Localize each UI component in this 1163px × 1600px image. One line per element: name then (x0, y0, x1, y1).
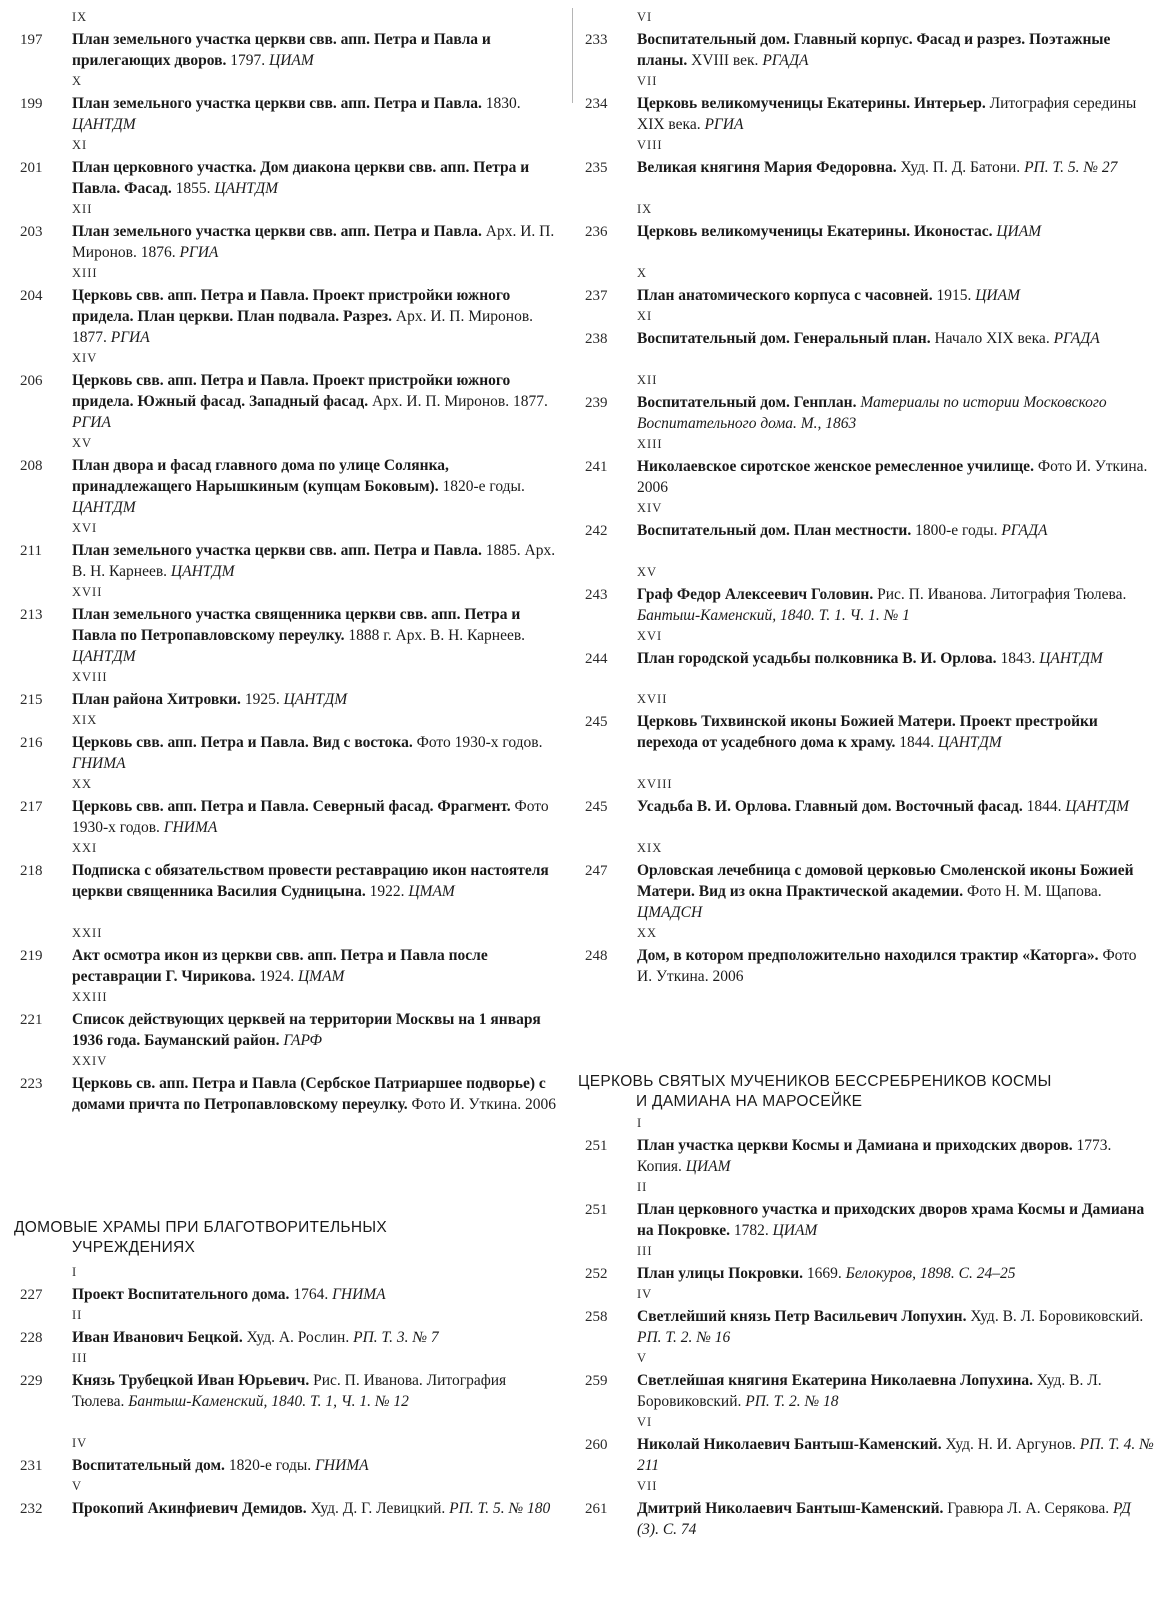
page-number: 251 (585, 1202, 608, 1218)
page-number: 261 (585, 1501, 608, 1517)
page-number: 235 (585, 160, 608, 176)
caption-text: План анатомического корпуса с часовней. 1915. ЦИАМ (637, 287, 1021, 304)
page-number: 213 (20, 607, 43, 623)
roman-numeral: III (637, 1244, 653, 1258)
roman-numeral: I (72, 1265, 78, 1279)
caption-text: Николаевское сиротское женское ремесленное училище. Фото И. Уткина. 2006 (637, 458, 1148, 496)
caption-text: Дом, в котором предположительно находился трактир «Каторга». Фото И. Уткина. 2006 (637, 947, 1137, 985)
caption-text: Великая княгиня Мария Федоровна. Худ. П. Д. Батони. РП. Т. 5. № 27 (637, 159, 1118, 176)
caption-text: Список действующих церквей на территории Москвы на 1 января 1936 года. Бауманский район. ГАРФ (72, 1011, 541, 1049)
page-number: 199 (20, 96, 43, 112)
page-number: 234 (585, 96, 608, 112)
caption-text: Воспитательный дом. Генплан. Материалы по истории Московского Воспитательного дома. М., 1863 (637, 394, 1107, 432)
page-number: 206 (20, 373, 43, 389)
caption-text: Церковь великомученицы Екатерины. Интерьер. Литография середины XIX века. РГИА (637, 95, 1137, 133)
roman-numeral: XI (637, 309, 653, 323)
caption-text: Князь Трубецкой Иван Юрьевич. Рис. П. Иванова. Литография Тюлева. Бантыш-Каменский, 1840. Т. 1, Ч. 1. № 12 (72, 1372, 507, 1410)
roman-numeral: XVIII (72, 670, 108, 684)
page-number: 217 (20, 799, 43, 815)
caption-text: Церковь свв. апп. Петра и Павла. Проект пристройки южного придела. Южный фасад. Западный фасад. Арх. И. П. Миронов. 1877. РГИА (72, 372, 548, 431)
caption-text: План земельного участка церкви свв. апп. Петра и Павла. 1830. ЦАНТДМ (72, 95, 521, 133)
roman-numeral: XVII (637, 692, 668, 706)
caption-text: План улицы Покровки. 1669. Белокуров, 1898. С. 24–25 (637, 1265, 1016, 1282)
roman-numeral: XVII (72, 585, 103, 599)
caption-text: План участка церкви Космы и Дамиана и приходских дворов. 1773. Копия. ЦИАМ (637, 1137, 1112, 1175)
page-number: 197 (20, 32, 43, 48)
roman-numeral: IV (637, 1287, 653, 1301)
roman-numeral: III (72, 1351, 88, 1365)
caption-text: Церковь св. апп. Петра и Павла (Сербское Патриаршее подворье) с домами причта по Петропавловскому переулку. Фото И. Уткина. 2006 (72, 1075, 556, 1113)
roman-numeral: VII (637, 1479, 658, 1493)
page-number: 245 (585, 799, 608, 815)
roman-numeral: I (637, 1116, 643, 1130)
column-divider (572, 8, 573, 103)
page-number: 260 (585, 1437, 608, 1453)
caption-text: Усадьба В. И. Орлова. Главный дом. Восточный фасад. 1844. ЦАНТДМ (637, 798, 1130, 815)
page-number: 248 (585, 948, 608, 964)
roman-numeral: II (637, 1180, 648, 1194)
page-number: 204 (20, 288, 43, 304)
caption-text: Прокопий Акинфиевич Демидов. Худ. Д. Г. Левицкий. РП. Т. 5. № 180 (72, 1500, 551, 1517)
roman-numeral: XIV (72, 351, 98, 365)
caption-text: Иван Иванович Бецкой. Худ. А. Рослин. РП. Т. 3. № 7 (72, 1329, 439, 1346)
caption-text: План городской усадьбы полковника В. И. Орлова. 1843. ЦАНТДМ (637, 650, 1103, 667)
roman-numeral: XVI (72, 521, 98, 535)
caption-text: Воспитательный дом. Генеральный план. Начало XIX века. РГАДА (637, 330, 1100, 347)
caption-text: Орловская лечебница с домовой церковью Смоленской иконы Божией Матери. Вид из окна Практической академии. Фото Н. М. Щапова. ЦМАДСН (637, 862, 1134, 921)
page-number: 218 (20, 863, 43, 879)
caption-text: Дмитрий Николаевич Бантыш-Каменский. Гравюра Л. А. Серякова. РД (3). С. 74 (637, 1500, 1131, 1538)
caption-text: Граф Федор Алексеевич Головин. Рис. П. Иванова. Литография Тюлева. Бантыш-Каменский, 1840. Т. 1. Ч. 1. № 1 (637, 586, 1127, 624)
caption-text: Акт осмотра икон из церкви свв. апп. Петра и Павла после реставрации Г. Чирикова. 1924. ЦМАМ (72, 947, 488, 985)
caption-text: Светлейший князь Петр Васильевич Лопухин. Худ. В. Л. Боровиковский. РП. Т. 2. № 16 (637, 1308, 1144, 1346)
page-number: 237 (585, 288, 608, 304)
roman-numeral: XVI (637, 629, 663, 643)
caption-text: Церковь великомученицы Екатерины. Иконостас. ЦИАМ (637, 223, 1042, 240)
roman-numeral: XI (72, 138, 88, 152)
section-title: ЦЕРКОВЬ СВЯТЫХ МУЧЕНИКОВ БЕССРЕБРЕНИКОВ КОСМЫ И ДАМИАНА НА МАРОСЕЙКЕ (578, 1073, 1052, 1110)
page-number: 259 (585, 1373, 608, 1389)
roman-numeral: XV (637, 565, 658, 579)
page-number: 228 (20, 1330, 43, 1346)
roman-numeral: VIII (637, 138, 663, 152)
caption-text: Светлейшая княгиня Екатерина Николаевна Лопухина. Худ. В. Л. Боровиковский. РП. Т. 2. № 18 (637, 1372, 1102, 1410)
roman-numeral: XIV (637, 501, 663, 515)
roman-numeral: XIX (72, 713, 98, 727)
roman-numeral: II (72, 1308, 83, 1322)
roman-numeral: XXIV (72, 1054, 108, 1068)
roman-numeral: XIII (72, 266, 98, 280)
roman-numeral: IX (637, 202, 653, 216)
roman-numeral: IV (72, 1436, 88, 1450)
roman-numeral: XIX (637, 841, 663, 855)
page-number: 201 (20, 160, 43, 176)
page-number: 251 (585, 1138, 608, 1154)
page-number: 231 (20, 1458, 43, 1474)
caption-text: Церковь свв. апп. Петра и Павла. Северный фасад. Фрагмент. Фото 1930-х годов. ГНИМА (72, 798, 549, 836)
page-number: 247 (585, 863, 608, 879)
roman-numeral: XX (637, 926, 658, 940)
page-number: 245 (585, 714, 608, 730)
page-number: 258 (585, 1309, 608, 1325)
page-number: 211 (20, 543, 42, 559)
section-title: ДОМОВЫЕ ХРАМЫ ПРИ БЛАГОТВОРИТЕЛЬНЫХ УЧРЕЖДЕНИЯХ (14, 1219, 388, 1256)
page-number: 236 (585, 224, 608, 240)
page-number: 232 (20, 1501, 43, 1517)
roman-numeral: XV (72, 436, 93, 450)
roman-numeral: XII (72, 202, 93, 216)
page-number: 219 (20, 948, 43, 964)
page-number: 227 (20, 1287, 43, 1303)
caption-text: Церковь свв. апп. Петра и Павла. Вид с востока. Фото 1930-х годов. ГНИМА (72, 734, 543, 772)
caption-text: План земельного участка священника церкви свв. апп. Петра и Павла по Петропавловскому переулку. 1888 г. Арх. В. Н. Карнеев. ЦАНТДМ (72, 606, 526, 665)
page-number: 233 (585, 32, 608, 48)
caption-text: План двора и фасад главного дома по улице Солянка, принадлежащего Нарышкиным (купцам Боковым). 1820-е годы. ЦАНТДМ (72, 457, 525, 516)
caption-text: План земельного участка церкви свв. апп. Петра и Павла и прилегающих дворов. 1797. ЦИАМ (72, 31, 491, 69)
caption-text: Воспитательный дом. План местности. 1800-е годы. РГАДА (637, 522, 1048, 539)
roman-numeral: VI (637, 1415, 653, 1429)
roman-numeral: VII (637, 74, 658, 88)
roman-numeral: X (637, 266, 648, 280)
caption-text: План района Хитровки. 1925. ЦАНТДМ (72, 691, 348, 708)
page-number: 239 (585, 395, 608, 411)
page-number: 203 (20, 224, 43, 240)
page-number: 221 (20, 1012, 43, 1028)
page-number: 208 (20, 458, 43, 474)
caption-text: Подписка с обязательством провести реставрацию икон настоятеля церкви священника Василия Судницына. 1922. ЦМАМ (72, 862, 549, 900)
caption-text: План земельного участка церкви свв. апп. Петра и Павла. Арх. И. П. Миронов. 1876. РГИА (72, 223, 555, 261)
page-number: 238 (585, 331, 608, 347)
page-number: 229 (20, 1373, 43, 1389)
caption-text: Церковь Тихвинской иконы Божией Матери. Проект престройки перехода от усадебного дома к храму. 1844. ЦАНТДМ (637, 713, 1098, 751)
roman-numeral: V (637, 1351, 648, 1365)
roman-numeral: XII (637, 373, 658, 387)
roman-numeral: XXII (72, 926, 103, 940)
caption-text: План церковного участка и приходских дворов храма Космы и Дамиана на Покровке. 1782. ЦИАМ (637, 1201, 1145, 1239)
caption-text: План церковного участка. Дом диакона церкви свв. апп. Петра и Павла. Фасад. 1855. ЦАНТДМ (72, 159, 530, 197)
page-number: 242 (585, 523, 608, 539)
page-number: 252 (585, 1266, 608, 1282)
page-number: 215 (20, 692, 43, 708)
caption-text: Николай Николаевич Бантыш-Каменский. Худ. Н. И. Аргунов. РП. Т. 4. № 211 (637, 1436, 1154, 1474)
caption-text: План земельного участка церкви свв. апп. Петра и Павла. 1885. Арх. В. Н. Карнеев. ЦАНТДМ (72, 542, 556, 580)
roman-numeral: XX (72, 777, 93, 791)
page-number: 244 (585, 651, 608, 667)
page-number: 241 (585, 459, 608, 475)
roman-numeral: X (72, 74, 83, 88)
caption-text: Проект Воспитательного дома. 1764. ГНИМА (72, 1286, 386, 1303)
page-number: 216 (20, 735, 43, 751)
roman-numeral: V (72, 1479, 83, 1493)
page-number: 223 (20, 1076, 43, 1092)
roman-numeral: IX (72, 10, 88, 24)
roman-numeral: XXIII (72, 990, 108, 1004)
caption-text: Церковь свв. апп. Петра и Павла. Проект пристройки южного придела. План церкви. План подвала. Разрез. Арх. И. П. Миронов. 1877. РГИА (72, 287, 534, 346)
roman-numeral: XIII (637, 437, 663, 451)
roman-numeral: XVIII (637, 777, 673, 791)
roman-numeral: VI (637, 10, 653, 24)
caption-text: Воспитательный дом. Главный корпус. Фасад и разрез. Поэтажные планы. XVIII век. РГАДА (637, 31, 1111, 69)
caption-text: Воспитательный дом. 1820-е годы. ГНИМА (72, 1457, 369, 1474)
page-number: 243 (585, 587, 608, 603)
roman-numeral: XXI (72, 841, 98, 855)
